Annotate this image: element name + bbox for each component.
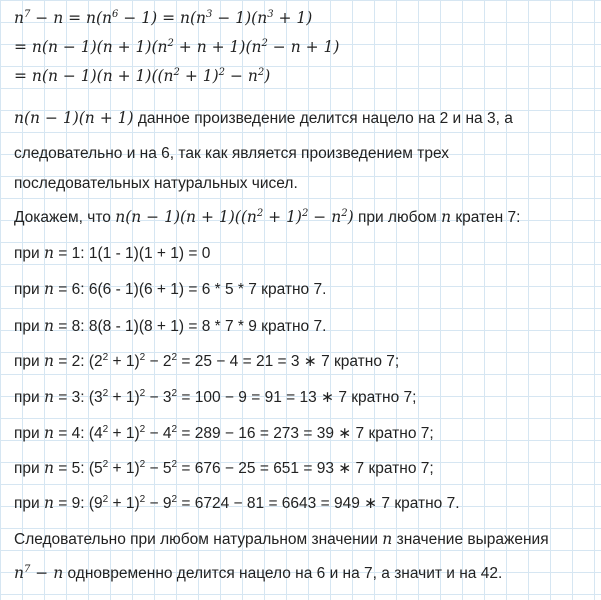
- case-prefix: при: [14, 389, 40, 406]
- case-rest: = 4: $(4^2 + 1)^2 - 4^2 = 289 - 16 = 273 = 39$ ∗ 7 кратно 7;: [58, 424, 434, 442]
- conclusion-expression: $n^7 - n$: [14, 564, 64, 582]
- case-prefix: при: [14, 281, 40, 298]
- divisibility-line-1: [14, 108, 513, 129]
- conclusion-line-2: [14, 563, 502, 584]
- case-prefix: при: [14, 425, 40, 442]
- proof-expression: $n(n - 1)(n + 1)((n^2 + 1)^2 - n^2)$: [115, 208, 354, 226]
- case-var: n: [43, 494, 54, 512]
- case-rest: = 8: 8(8 - 1)(8 + 1) = 8 * 7 * 9 кратно 7.: [58, 318, 327, 335]
- case-row: [14, 243, 210, 264]
- case-var: n: [43, 424, 54, 442]
- case-row: [14, 316, 326, 337]
- derivation-line-1: $n^7 - n = n(n^6 - 1) = n(n^3 - 1)(n^3 + 1)$: [14, 9, 313, 27]
- conclusion-suffix: значение выражения: [396, 531, 549, 548]
- case-rest: = 9: $(9^2 + 1)^2 - 9^2 = 6724 - 81 = 6643 = 949$ ∗ 7 кратно 7.: [58, 494, 460, 512]
- conclusion-text: одновременно делится нацело на 6 и на 7, а значит и на 42.: [67, 565, 503, 582]
- case-row: [14, 387, 416, 408]
- case-row: [14, 423, 434, 444]
- product-expression: n(n − 1)(n + 1): [14, 109, 134, 127]
- case-rest: = 1: 1(1 - 1)(1 + 1) = 0: [58, 245, 211, 262]
- proof-intro-suffix: кратен 7:: [455, 209, 521, 226]
- divisibility-line-3: последовательных натуральных чисел.: [14, 175, 298, 192]
- conclusion-prefix: Следовательно при любом натуральном значении: [14, 531, 378, 548]
- case-rest: = 5: $(5^2 + 1)^2 - 5^2 = 676 - 25 = 651 = 93$ ∗ 7 кратно 7;: [58, 459, 434, 477]
- case-rest: = 3: $(3^2 + 1)^2 - 3^2 = 100 - 9 = 91 = 13$ ∗ 7 кратно 7;: [58, 388, 417, 406]
- case-var: n: [43, 317, 54, 335]
- case-rest: = 6: 6(6 - 1)(6 + 1) = 6 * 5 * 7 кратно 7.: [58, 281, 327, 298]
- proof-var: n: [441, 208, 452, 226]
- case-var: n: [43, 352, 54, 370]
- conclusion-var: n: [382, 530, 393, 548]
- case-rest: = 2: $(2^2 + 1)^2 - 2^2 = 25 - 4 = 21 = 3$ ∗ 7 кратно 7;: [58, 352, 400, 370]
- case-prefix: при: [14, 318, 40, 335]
- case-prefix: при: [14, 353, 40, 370]
- case-row: [14, 493, 460, 514]
- case-var: n: [43, 388, 54, 406]
- case-var: n: [43, 280, 54, 298]
- derivation-line-2: = $n(n - 1)(n + 1)(n^2 + n + 1)(n^2 - n + 1)$: [14, 38, 340, 56]
- case-prefix: при: [14, 460, 40, 477]
- proof-intro-middle: при любом: [357, 209, 437, 226]
- case-row: [14, 458, 434, 479]
- divisibility-line-2: следовательно и на 6, так как является произведением трех: [14, 145, 450, 162]
- conclusion-line-1: [14, 529, 549, 550]
- case-prefix: при: [14, 495, 40, 512]
- proof-intro: [14, 207, 520, 228]
- proof-intro-prefix: Докажем, что: [14, 209, 111, 226]
- case-prefix: при: [14, 245, 40, 262]
- case-row: [14, 279, 326, 300]
- case-var: n: [43, 244, 54, 262]
- derivation-line-3: = $n(n - 1)(n + 1)((n^2 + 1)^2 - n^2)$: [14, 67, 271, 85]
- divisibility-text-1: данное произведение делится нацело на 2 и на 3, а: [137, 110, 513, 127]
- case-var: n: [43, 459, 54, 477]
- case-row: [14, 351, 399, 372]
